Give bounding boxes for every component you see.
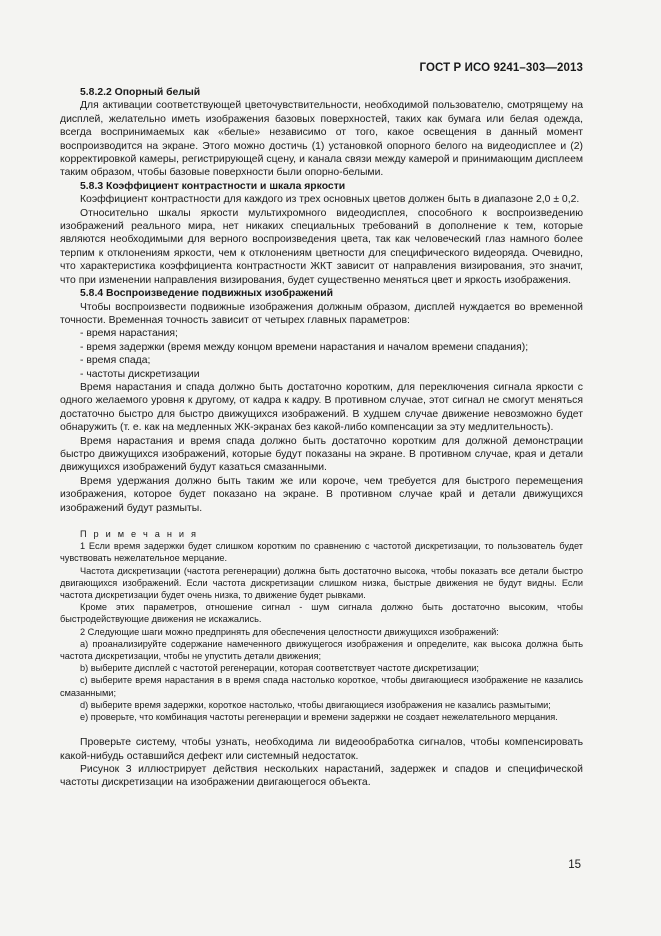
- paragraph: Для активации соответствующей цветочувствительности, необходимой пользователю, смотрящему на дисплей, желательно иметь изображения базовых поверхностей, таких как бумага или белая одежда, всегда воспринимаемых как «белые» независимо от того, какое освещения в данный момент воспроизводится на экране. Этого можно достичь (1) установкой опорного белого на видеодисплее и (2) корректировкой камеры, регистрирующей сцену, и канала связи между камерой и принимающим дисплеем таким образом, чтобы базовые поверхности были опорно-белыми.: [60, 100, 583, 179]
- section-heading-583: 5.8.3 Коэффициент контрастности и шкала яркости: [80, 180, 346, 192]
- paragraph: Чтобы воспроизвести подвижные изображения должным образом, дисплей нуждается во временной точности. Временная точность зависит от четырех главных параметров:: [60, 301, 583, 326]
- note: Кроме этих параметров, отношение сигнал - шум сигнала должно быть достаточно высоким, чтобы быстродействующие движения не искажались.: [60, 602, 583, 625]
- list-item: - время нарастания;: [80, 328, 178, 340]
- paragraph: Коэффициент контрастности для каждого из трех основных цветов должен быть в диапазоне 2,0 ± 0,2.: [80, 194, 580, 206]
- list-item: - время спада;: [80, 355, 151, 367]
- note: Частота дискретизации (частота регенерации) должна быть достаточно высока, чтобы показать все детали быстро двигающихся изображений. Если частота дискретизации слишком низка, быстрые движения не будут видны. Если частота дискретизации будет очень низка, то движение будет рывками.: [60, 565, 583, 601]
- note-item: d) выберите время задержки, короткое настолько, чтобы двигающиеся изображения не казались размытыми;: [80, 699, 551, 710]
- paragraph: Рисунок 3 иллюстрирует действия нескольких нарастаний, задержек и спадов и специфической частоты дискретизации на изображении двигающегося объекта.: [60, 764, 583, 789]
- page-number: 15: [568, 859, 581, 871]
- note: 1 Если время задержки будет слишком коротким по сравнению с частотой дискретизации, то пользователь будет чувствовать нежелательное мерцание.: [60, 541, 583, 564]
- paragraph: Время нарастания и спада должно быть достаточно коротким, для переключения сигнала яркости с одного желаемого уровня к другому, от кадра к кадру. В противном случае, этот сигнал не смогут меняться достаточно быстро для быстро движущихся изображений. В худшем случае движение невозможно будет обнаружить (т. е. как на медленных ЖК-экранах без какой-либо компенсации за эту медлительность).: [60, 381, 583, 434]
- standard-header: ГОСТ Р ИСО 9241–303—2013: [419, 62, 583, 74]
- paragraph: Время нарастания и время спада должно быть достаточно коротким для должной демонстрации быстро движущихся изображений, которые будут показаны на экране. В противном случае, края и детали движущихся изображений будут казаться смазанными.: [60, 435, 583, 474]
- list-item: - время задержки (время между концом времени нарастания и началом времени спадания);: [80, 341, 529, 353]
- notes-title: П р и м е ч а н и я: [80, 529, 199, 539]
- note: 2 Следующие шаги можно предпринять для обеспечения целостности движущихся изображений:: [80, 626, 499, 637]
- paragraph: Относительно шкалы яркости мультихромного видеодисплея, способного к воспроизведению изображений реального мира, нет никаких специальных требований в дополнение к тем, которые являются необходимыми для верного воспроизведения цвета, так как человеческий глаз намного более терпим к отклонениям яркости, чем к отклонениям цветности для специфического видеоряда. Очевидно, что характеристика коэффициента контрастности ЖКТ зависит от направления визирования, это значит, что при изменении направления визирования, будет существенно меняться цвет и яркость изображения.: [60, 207, 583, 286]
- section-heading-584: 5.8.4 Воспроизведение подвижных изображений: [80, 288, 334, 300]
- note-item: b) выберите дисплей с частотой регенерации, которая соответствует частоте дискретизации;: [80, 663, 479, 674]
- document-body: [60, 86, 583, 790]
- notes-block: [60, 528, 583, 723]
- note-item: c) выберите время нарастания в в время спада настолько короткое, чтобы двигающиеся изображение не казались смазанными;: [60, 675, 583, 698]
- note-item: a) проанализируйте содержание намеченного движущегося изображения и определите, как высока должна быть частота дискретизации, чтобы не упустить детали движения;: [60, 638, 583, 662]
- section-heading-5822: 5.8.2.2 Опорный белый: [80, 87, 201, 98]
- list-item: - частоты дискретизации: [80, 368, 200, 380]
- note-item: e) проверьте, что комбинация частоты регенерации и времени задержки не создает нежелательного мерцания.: [80, 712, 558, 723]
- paragraph: Время удержания должно быть таким же или короче, чем требуется для быстрого перемещения изображения, которое будет показано на экране. В противном случае край и детали движущихся изображений будут размыты.: [60, 475, 583, 514]
- paragraph: Проверьте систему, чтобы узнать, необходима ли видеообработка сигналов, чтобы компенсировать какой-нибудь оставшийся дефект или системный недостаток.: [60, 737, 583, 762]
